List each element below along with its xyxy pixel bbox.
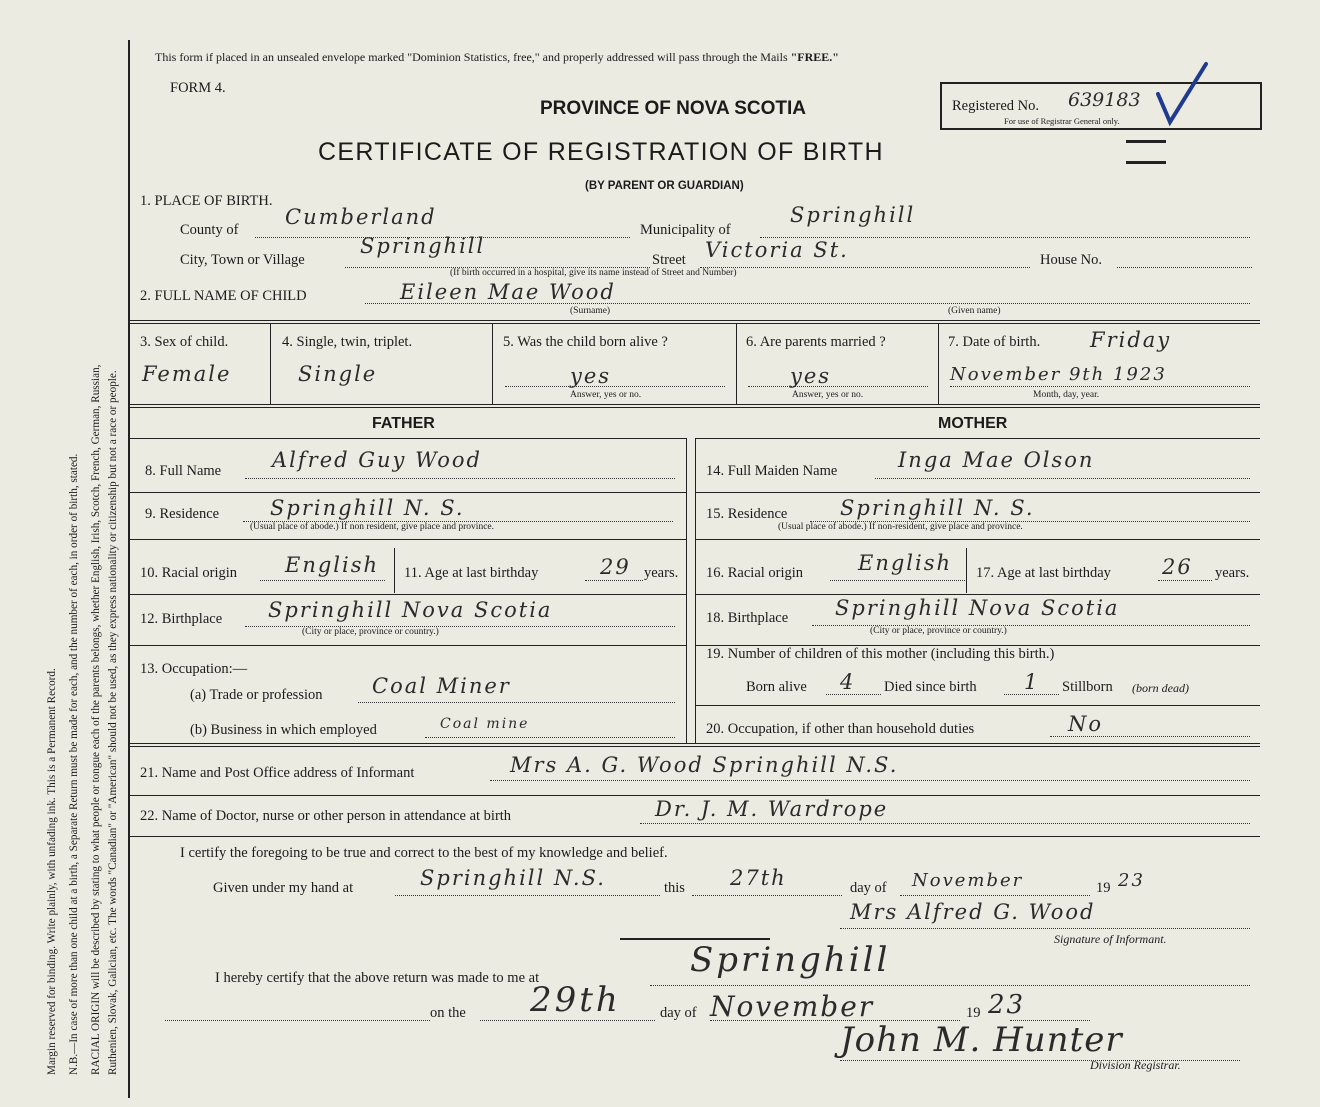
divider — [938, 324, 939, 404]
answer-note-2: Answer, yes or no. — [792, 390, 864, 400]
died-count-value: 1 — [1024, 670, 1040, 694]
county-label: County of — [180, 222, 239, 238]
mother-heading: MOTHER — [938, 415, 1008, 432]
form-number: FORM 4. — [170, 80, 226, 96]
mother-age-line — [1158, 580, 1212, 581]
on-the-label: on the — [430, 1005, 466, 1021]
doctor-label: 22. Name of Doctor, nurse or other person in attendance at birth — [140, 808, 512, 824]
single-twin-label: 4. Single, twin, triplet. — [282, 334, 413, 350]
mother-birthplace-value: Springhill Nova Scotia — [835, 596, 1120, 620]
registrar-day-line — [480, 1020, 655, 1021]
mother-age-value: 26 — [1162, 555, 1193, 579]
check-mark-icon — [1150, 60, 1210, 130]
mother-name-line — [875, 478, 1250, 479]
answer-note: Answer, yes or no. — [570, 390, 642, 400]
father-heading: FATHER — [372, 415, 435, 432]
mother-birthplace-note: (City or place, province or country.) — [870, 626, 1007, 636]
dob-line — [950, 386, 1250, 387]
reg-number: 639183 — [1068, 89, 1141, 111]
given-place-value: Springhill N.S. — [420, 866, 606, 890]
house-line — [1117, 267, 1252, 268]
municipality-label: Municipality of — [640, 222, 731, 238]
dob-value: November 9th 1923 — [950, 364, 1167, 385]
stillborn-label: Stillborn — [1062, 679, 1113, 695]
business-line — [425, 737, 675, 738]
divider — [130, 594, 686, 595]
divider — [130, 404, 1260, 408]
born-alive-line — [505, 386, 725, 387]
mother-racial-label: 16. Racial origin — [706, 565, 804, 581]
informant-signature-label: Signature of Informant. — [1054, 932, 1167, 946]
dob-label: 7. Date of birth. — [948, 334, 1041, 350]
married-label: 6. Are parents married ? — [746, 334, 886, 350]
county-value: Cumberland — [285, 205, 437, 229]
father-racial-line — [260, 580, 385, 581]
mail-free: "FREE." — [790, 50, 839, 64]
father-occupation-label: 13. Occupation:— — [140, 661, 248, 677]
children-count-label: 19. Number of children of this mother (including this birth.) — [706, 646, 1055, 662]
registrar-day-value: 29th — [530, 980, 621, 1020]
born-alive-value: yes — [570, 364, 612, 388]
year-prefix: 19 — [1096, 880, 1111, 896]
mother-residence-label: 15. Residence — [706, 506, 788, 522]
divider — [130, 795, 1260, 796]
registrar-year-value: 23 — [988, 990, 1026, 1020]
street-label: Street — [652, 252, 686, 268]
stillborn-note: (born dead) — [1132, 681, 1189, 695]
informant-line — [490, 780, 1250, 781]
father-age-line — [585, 580, 643, 581]
registrar-place-line — [650, 985, 1250, 986]
father-residence-label: 9. Residence — [145, 506, 220, 522]
margin-line — [128, 40, 130, 1098]
dob-note: Month, day, year. — [1033, 390, 1100, 400]
registrar-month-value: November — [710, 990, 875, 1023]
divider — [695, 594, 1260, 595]
given-month-line — [900, 895, 1090, 896]
father-name-value: Alfred Guy Wood — [272, 448, 482, 472]
street-line — [700, 267, 1030, 268]
divider — [130, 539, 686, 540]
born-alive-count-value: 4 — [840, 670, 856, 694]
father-birthplace-value: Springhill Nova Scotia — [268, 598, 553, 622]
divider — [736, 324, 737, 404]
given-place-line — [395, 895, 660, 896]
sex-value: Female — [142, 362, 232, 386]
mother-name-value: Inga Mae Olson — [898, 448, 1095, 472]
municipality-value: Springhill — [790, 203, 916, 227]
registrar-day-of-label: day of — [660, 1005, 697, 1021]
married-value: yes — [790, 364, 832, 388]
born-alive-label: 5. Was the child born alive ? — [503, 334, 668, 350]
divider — [695, 492, 1260, 493]
father-name-line — [245, 478, 675, 479]
divider — [492, 324, 493, 404]
doctor-value: Dr. J. M. Wardrope — [655, 797, 889, 821]
single-value: Single — [298, 362, 378, 386]
divider — [130, 645, 686, 646]
street-value: Victoria St. — [705, 238, 849, 262]
dob-day: Friday — [1090, 328, 1172, 352]
registrar-signature: John M. Hunter — [840, 1020, 1123, 1060]
margin-note-nationality: Ruthenien, Slovak, Galician, etc. The words "Canadian" or "American" should not be used, as they express nationality or citizenship but not a race or people. — [107, 370, 119, 1075]
divider — [695, 705, 1260, 706]
registration-box — [940, 82, 1262, 130]
mother-age-label: 17. Age at last birthday — [976, 565, 1111, 581]
given-year-value: 23 — [1118, 870, 1145, 891]
given-day-line — [692, 895, 842, 896]
mother-occupation-line — [1050, 736, 1250, 737]
divider — [695, 438, 696, 743]
mother-residence-note: (Usual place of abode.) If non-resident, give place and province. — [778, 522, 1023, 532]
father-residence-note: (Usual place of abode.) If non resident, give place and province. — [250, 522, 494, 532]
certify-statement: I certify the foregoing to be true and correct to the best of my knowledge and belief. — [180, 845, 668, 861]
father-residence-value: Springhill N. S. — [270, 496, 465, 520]
father-birthplace-label: 12. Birthplace — [140, 611, 223, 627]
surname-note: (Surname) — [570, 306, 611, 316]
father-racial-label: 10. Racial origin — [140, 565, 238, 581]
mother-residence-value: Springhill N. S. — [840, 496, 1035, 520]
city-label: City, Town or Village — [180, 252, 305, 268]
mother-racial-line — [830, 580, 965, 581]
mother-name-label: 14. Full Maiden Name — [706, 463, 838, 479]
city-value: Springhill — [360, 234, 486, 258]
mother-racial-value: English — [858, 551, 953, 575]
this-label: this — [664, 880, 685, 896]
certificate-subtitle: (BY PARENT OR GUARDIAN) — [585, 180, 744, 192]
father-age-label: 11. Age at last birthday — [404, 565, 539, 581]
informant-signature: Mrs Alfred G. Wood — [850, 900, 1096, 924]
child-name-value: Eileen Mae Wood — [400, 280, 616, 304]
house-label: House No. — [1040, 252, 1103, 268]
sex-label: 3. Sex of child. — [140, 334, 229, 350]
given-name-note: (Given name) — [948, 306, 1001, 316]
divider — [270, 324, 271, 404]
informant-value: Mrs A. G. Wood Springhill N.S. — [510, 753, 899, 777]
trade-label: (a) Trade or profession — [190, 687, 323, 703]
place-of-birth-label: 1. PLACE OF BIRTH. — [140, 193, 273, 209]
mother-years-label: years. — [1215, 565, 1250, 581]
province-title: PROVINCE OF NOVA SCOTIA — [540, 98, 807, 119]
informant-signature-line — [840, 928, 1250, 929]
day-of-label: day of — [850, 880, 887, 896]
margin-note-binding: Margin reserved for binding. Write plainly, with unfading ink. This is a Permanent Record. — [46, 668, 58, 1075]
divider — [130, 492, 686, 493]
business-value: Coal mine — [440, 716, 530, 732]
given-under-label: Given under my hand at — [213, 880, 354, 896]
reg-label: Registered No. — [952, 98, 1039, 114]
margin-note-racial-origin: RACIAL ORIGIN will be described by stating to what people or tongue each of the parents belongs, whether English, Irish, Scotch, French, German, Russian, — [90, 364, 102, 1075]
mother-occupation-value: No — [1068, 712, 1104, 736]
father-racial-value: English — [285, 553, 380, 577]
child-name-label: 2. FULL NAME OF CHILD — [140, 288, 307, 304]
given-day-value: 27th — [730, 866, 787, 890]
struck-mark — [1126, 140, 1166, 164]
reg-note: For use of Registrar General only. — [1004, 116, 1120, 126]
informant-label: 21. Name and Post Office address of Informant — [140, 765, 415, 781]
divider — [394, 548, 395, 593]
divider — [695, 539, 1260, 540]
father-birthplace-note: (City or place, province or country.) — [302, 627, 439, 637]
divider — [695, 438, 1260, 439]
business-label: (b) Business in which employed — [190, 722, 377, 738]
trade-value: Coal Miner — [372, 674, 511, 698]
divider — [966, 548, 967, 593]
divider — [130, 320, 1260, 324]
married-line — [748, 386, 928, 387]
father-age-value: 29 — [600, 555, 631, 579]
certificate-title: CERTIFICATE OF REGISTRATION OF BIRTH — [318, 138, 884, 166]
father-years-label: years. — [644, 565, 679, 581]
registrar-signature-label: Division Registrar. — [1090, 1058, 1181, 1072]
mail-notice: This form if placed in an unsealed envelope marked "Dominion Statistics, free," and properly addressed will pass through the Mails "FREE." — [155, 50, 839, 64]
registrar-statement: I hereby certify that the above return was made to me at — [215, 970, 540, 986]
died-count-label: Died since birth — [884, 679, 977, 695]
divider — [130, 438, 686, 439]
doctor-line — [640, 823, 1250, 824]
registrar-year-prefix: 19 — [966, 1005, 981, 1021]
born-alive-count-label: Born alive — [746, 679, 807, 695]
registrar-place-value: Springhill — [690, 940, 891, 980]
divider — [686, 438, 687, 743]
mother-birthplace-label: 18. Birthplace — [706, 610, 789, 626]
born-alive-count-line — [826, 694, 881, 695]
hospital-note: (If birth occurred in a hospital, give its name instead of Street and Number) — [450, 268, 737, 278]
registrar-lead-line — [165, 1020, 430, 1021]
margin-note-multiple-births: N.B.—In case of more than one child at a birth, a Separate Return must be made for each, and the number of each, in order of birth, stated. — [68, 453, 80, 1075]
divider — [130, 743, 1260, 747]
trade-line — [358, 702, 675, 703]
died-count-line — [1004, 694, 1059, 695]
mother-occupation-label: 20. Occupation, if other than household duties — [706, 721, 975, 737]
divider — [130, 836, 1260, 837]
father-name-label: 8. Full Name — [145, 463, 222, 479]
given-month-value: November — [912, 870, 1024, 891]
